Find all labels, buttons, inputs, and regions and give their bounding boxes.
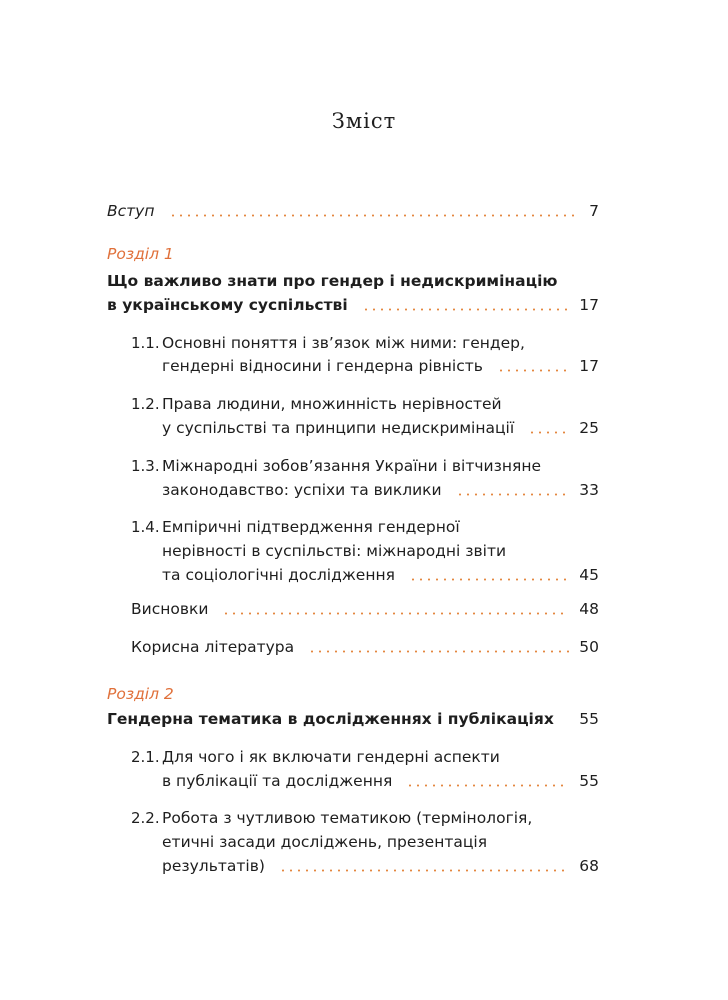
toc-page-number: 17 [579,296,599,314]
toc-entry-literature[interactable] [131,636,599,658]
toc-entry-label: Корисна література [131,638,295,656]
section-number: 2.1. [131,748,160,766]
section-title-line[interactable]: Основні поняття і зв’язок між ними: гендер, [162,334,525,352]
toc-entry-section[interactable] [162,564,599,586]
dot-leader [568,722,569,725]
section-title-line[interactable]: Права людини, множинність нерівностей [162,395,502,413]
section-title-line: у суспільстві та принципи недискримінації [162,419,515,437]
toc-page-number: 33 [579,481,599,499]
chapter-title-line: в українському суспільстві [107,296,348,314]
section-title-line[interactable]: Міжнародні зобов’язання України і вітчизняне [162,457,541,475]
page-title: Зміст [331,109,397,133]
toc-entry-chapter2[interactable] [107,708,599,730]
dot-leader [362,308,570,311]
dot-leader [169,214,580,217]
section-title-line: гендерні відносини і гендерна рівність [162,357,483,375]
dot-leader [222,612,569,615]
section-title-line[interactable]: етичні засади досліджень, презентація [162,833,488,851]
section-title-line: в публікації та дослідження [162,772,393,790]
section-number: 1.4. [131,518,160,536]
toc-entry-label: Висновки [131,600,209,618]
dot-leader [279,869,569,872]
toc-page-number: 55 [579,772,599,790]
section-number: 1.3. [131,457,160,475]
toc-entry-conclusions[interactable] [131,598,599,620]
toc-page-number: 68 [579,857,599,875]
toc-entry-section[interactable] [162,479,599,501]
section-title-line[interactable]: Робота з чутливою тематикою (термінологія, [162,809,533,827]
toc-page-number: 17 [579,357,599,375]
toc-entry-chapter1[interactable] [107,294,599,316]
section-number: 1.2. [131,395,160,413]
dot-leader [456,493,570,496]
section-title-line[interactable]: нерівності в суспільстві: міжнародні звіти [162,542,507,560]
toc-entry-intro[interactable] [107,200,599,222]
toc-page-number: 45 [579,566,599,584]
dot-leader [497,369,569,372]
section-number: 2.2. [131,809,160,827]
section-title-line[interactable]: Для чого і як включати гендерні аспекти [162,748,500,766]
dot-leader [406,784,569,787]
toc-entry-label: Вступ [107,202,155,220]
toc-entry-section[interactable] [162,770,599,792]
toc-page-number: 50 [579,638,599,656]
section-title-line: законодавство: успіхи та виклики [162,481,442,499]
toc-entry-section[interactable] [162,355,599,377]
section-title-line: та соціологічні дослідження [162,566,395,584]
toc-page-number: 48 [579,600,599,618]
toc-entry-section[interactable] [162,855,599,877]
chapter-label: Розділ 2 [107,685,174,703]
section-number: 1.1. [131,334,160,352]
toc-page-number: 25 [579,419,599,437]
section-title-line[interactable]: Емпіричні підтвердження гендерної [162,518,460,536]
toc-page-number: 55 [579,710,599,728]
toc-entry-section[interactable] [162,417,599,439]
chapter-title-line: Гендерна тематика в дослідженнях і публікаціях [107,710,554,728]
chapter-title-line[interactable]: Що важливо знати про гендер і недискримінацію [107,272,558,290]
dot-leader [528,431,569,434]
toc-page-number: 7 [589,202,599,220]
chapter-label: Розділ 1 [107,245,174,263]
section-title-line: результатів) [162,857,265,875]
dot-leader [409,578,569,581]
dot-leader [308,650,569,653]
